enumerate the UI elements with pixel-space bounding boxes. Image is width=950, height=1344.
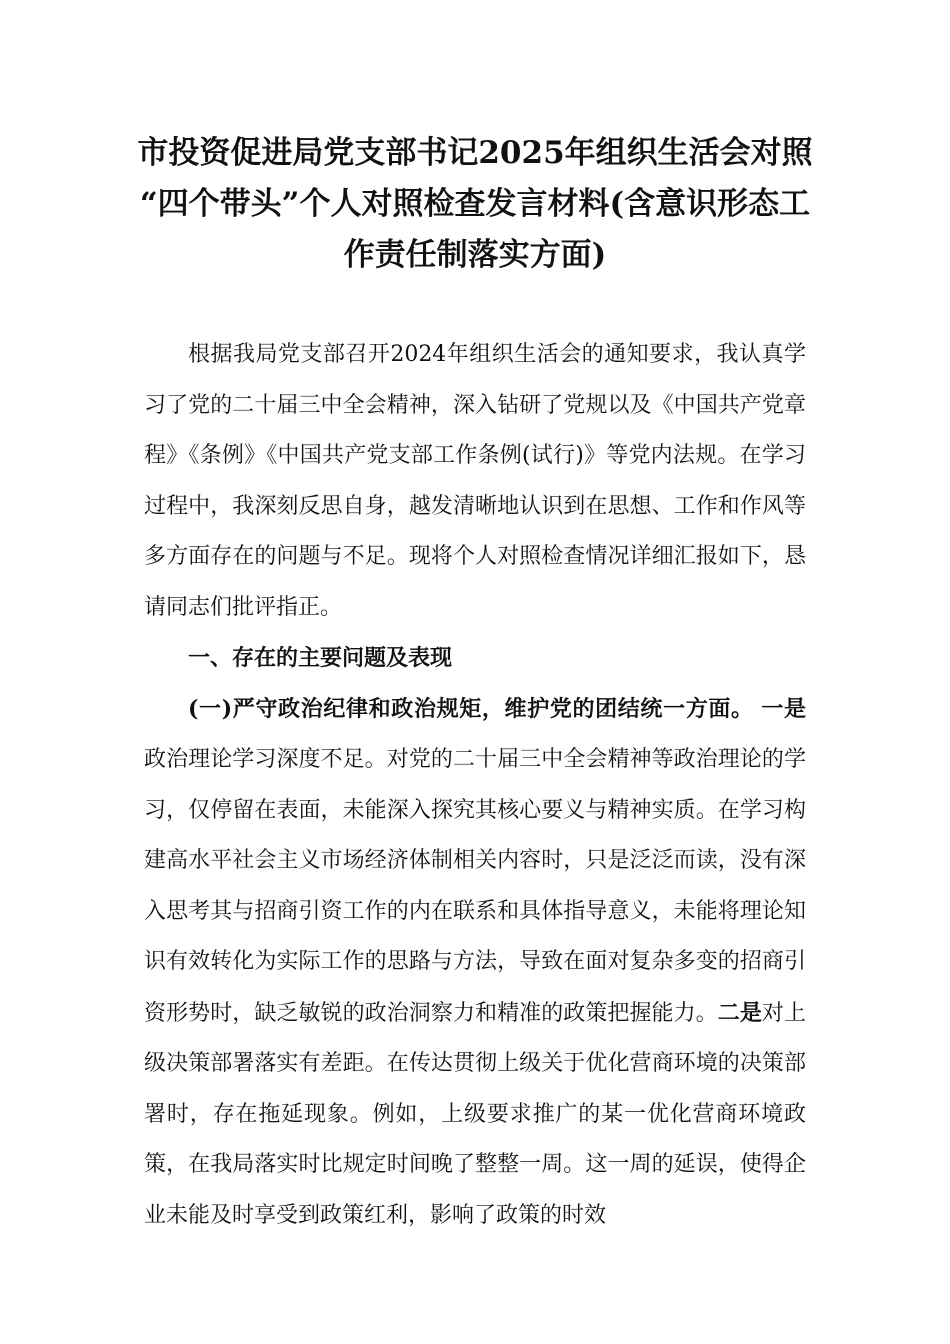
point-2-text: 对上级决策部署落实有差距。在传达贯彻上级关于优化营商环境的决策部署时，存在拖延现象。例如，上级要求推广的某一优化营商环境政策，在我局落实时比规定时间晚了整整一周。这一周的延误，使得企业未能及时享受到政策红利，影响了政策的时效 bbox=[144, 1000, 806, 1228]
title-line-1: 市投资促进局党支部书记2025年组织生活会对照 bbox=[137, 135, 813, 171]
title-line-3: 作责任制落实方面) bbox=[343, 237, 607, 273]
point-1-text: 政治理论学习深度不足。对党的二十届三中全会精神等政治理论的学习，仅停留在表面，未能深入探究其核心要义与精神实质。在学习构建高水平社会主义市场经济体制相关内容时，只是泛泛而读，没有深入思考其与招商引资工作的内在联系和具体指导意义，未能将理论知识有效转化为实际工作的思路与方法，导致在面对复杂多变的招商引资形势时，缺乏敏锐的政治洞察力和精准的政策把握能力。 bbox=[144, 747, 806, 1026]
document-title bbox=[120, 128, 830, 281]
intro-paragraph: 根据我局党支部召开2024年组织生活会的通知要求，我认真学习了党的二十届三中全会精神，深入钻研了党规以及《中国共产党章程》《条例》《中国共产党支部工作条例(试行)》等党内法规。在学习过程中，我深刻反思自身，越发清晰地认识到在思想、工作和作风等多方面存在的问题与不足。现将个人对照检查情况详细汇报如下，恳请同志们批评指正。 bbox=[144, 342, 806, 620]
subsection-paragraph bbox=[144, 684, 806, 1242]
point-1-label: 一是 bbox=[761, 695, 806, 722]
title-line-2: “四个带头”个人对照检查发言材料(含意识形态工 bbox=[139, 186, 811, 222]
point-2-label: 二是 bbox=[717, 999, 762, 1026]
document-body bbox=[144, 330, 806, 1241]
subsection-heading: (一)严守政治纪律和政治规矩，维护党的团结统一方面。 bbox=[188, 695, 754, 722]
section-heading: 一、存在的主要问题及表现 bbox=[188, 645, 453, 671]
